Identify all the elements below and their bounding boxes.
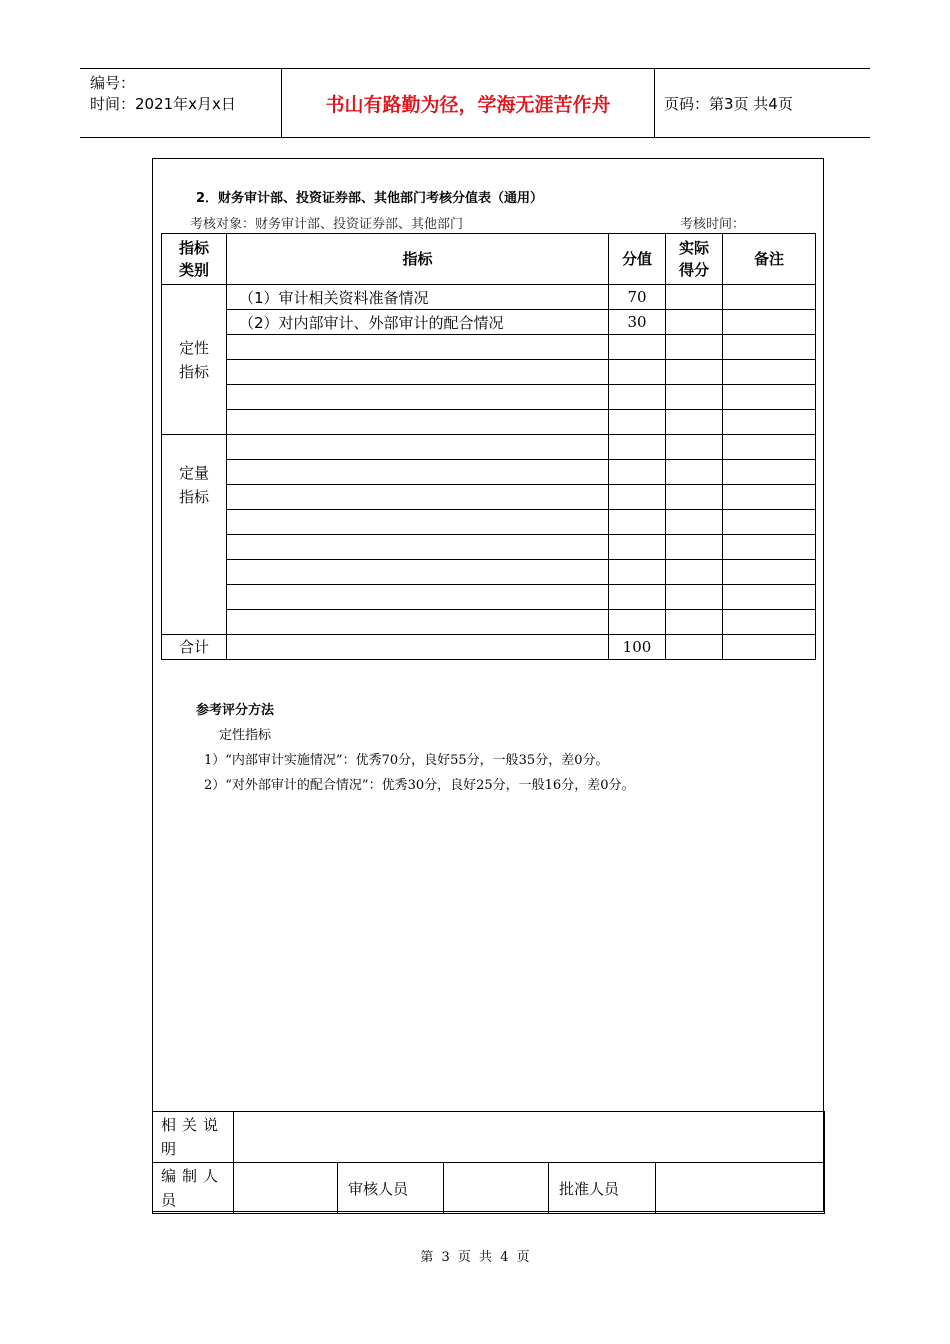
remark-cell[interactable] bbox=[723, 335, 816, 360]
header-indicator: 指标 bbox=[227, 234, 609, 285]
score-cell[interactable] bbox=[609, 335, 666, 360]
table-row bbox=[162, 535, 816, 560]
actual-score-cell[interactable] bbox=[666, 535, 723, 560]
score-cell[interactable] bbox=[609, 560, 666, 585]
table-row bbox=[162, 310, 816, 335]
remark-cell[interactable] bbox=[723, 535, 816, 560]
header-score: 分值 bbox=[609, 234, 666, 285]
score-cell[interactable] bbox=[609, 460, 666, 485]
remark-cell[interactable] bbox=[723, 285, 816, 310]
approved-by-field[interactable] bbox=[656, 1163, 825, 1214]
reviewed-by-field[interactable] bbox=[444, 1163, 549, 1214]
actual-score-cell[interactable] bbox=[666, 485, 723, 510]
remark-cell[interactable] bbox=[723, 635, 816, 660]
actual-score-cell[interactable] bbox=[666, 385, 723, 410]
approved-by-label: 批准人员 bbox=[549, 1163, 656, 1214]
remark-cell[interactable] bbox=[723, 310, 816, 335]
actual-score-cell[interactable] bbox=[666, 410, 723, 435]
actual-score-cell[interactable] bbox=[666, 585, 723, 610]
score-cell[interactable] bbox=[609, 385, 666, 410]
table-row bbox=[162, 335, 816, 360]
table-row bbox=[162, 285, 816, 310]
table-row bbox=[162, 510, 816, 535]
reference-item: 1）“内部审计实施情况”：优秀70分，良好55分，一般35分，差0分。 bbox=[204, 753, 609, 768]
signature-table bbox=[152, 1111, 825, 1214]
table-row bbox=[162, 610, 816, 635]
remark-cell[interactable] bbox=[723, 610, 816, 635]
page-footer: 第 3 页 共 4 页 bbox=[420, 1250, 530, 1265]
indicator-cell[interactable] bbox=[227, 485, 609, 510]
header-page-info: 页码：第3页 共4页 bbox=[664, 94, 793, 113]
remark-cell[interactable] bbox=[723, 510, 816, 535]
related-note-row bbox=[153, 1112, 825, 1163]
indicator-cell[interactable] bbox=[227, 460, 609, 485]
remark-cell[interactable] bbox=[723, 460, 816, 485]
score-cell[interactable] bbox=[609, 610, 666, 635]
remark-cell[interactable] bbox=[723, 560, 816, 585]
score-cell[interactable] bbox=[609, 485, 666, 510]
header-motto: 书山有路勤为径，学海无涯苦作舟 bbox=[325, 93, 611, 116]
time-label: 时间：2021年x月x日 bbox=[90, 95, 236, 113]
related-note-label: 相关说明 bbox=[153, 1112, 234, 1163]
remark-cell[interactable] bbox=[723, 435, 816, 460]
section-title: 2．财务审计部、投资证券部、其他部门考核分值表（通用） bbox=[196, 191, 544, 206]
score-cell[interactable] bbox=[609, 435, 666, 460]
prepared-by-field[interactable] bbox=[234, 1163, 338, 1214]
prepared-by-label: 编制人员 bbox=[153, 1163, 234, 1214]
total-row bbox=[162, 635, 816, 660]
indicator-cell[interactable] bbox=[227, 360, 609, 385]
score-cell[interactable] bbox=[609, 510, 666, 535]
total-label: 合计 bbox=[162, 635, 227, 660]
actual-score-cell[interactable] bbox=[666, 610, 723, 635]
indicator-cell[interactable] bbox=[227, 410, 609, 435]
indicator-cell[interactable] bbox=[227, 585, 609, 610]
header-category: 指标类别 bbox=[162, 234, 227, 285]
indicator-cell[interactable] bbox=[227, 535, 609, 560]
remark-cell[interactable] bbox=[723, 410, 816, 435]
actual-score-cell[interactable] bbox=[666, 335, 723, 360]
actual-score-cell[interactable] bbox=[666, 635, 723, 660]
indicator-cell[interactable] bbox=[227, 560, 609, 585]
remark-cell[interactable] bbox=[723, 385, 816, 410]
actual-score-cell[interactable] bbox=[666, 510, 723, 535]
header-left bbox=[90, 73, 236, 115]
actual-score-cell[interactable] bbox=[666, 460, 723, 485]
document-header bbox=[80, 68, 870, 138]
signature-row bbox=[153, 1163, 825, 1214]
remark-cell[interactable] bbox=[723, 360, 816, 385]
table-row bbox=[162, 385, 816, 410]
category-qualitative: 定性指标 bbox=[162, 285, 227, 435]
reference-subtitle: 定性指标 bbox=[219, 728, 272, 743]
reference-title: 参考评分方法 bbox=[196, 703, 275, 718]
header-divider bbox=[654, 69, 655, 137]
indicator-cell[interactable] bbox=[227, 335, 609, 360]
table-row bbox=[162, 585, 816, 610]
actual-score-cell[interactable] bbox=[666, 560, 723, 585]
score-cell: 30 bbox=[609, 310, 666, 335]
remark-cell[interactable] bbox=[723, 585, 816, 610]
table-row bbox=[162, 410, 816, 435]
indicator-cell[interactable] bbox=[227, 610, 609, 635]
indicator-cell[interactable] bbox=[227, 510, 609, 535]
indicator-cell[interactable] bbox=[227, 385, 609, 410]
actual-score-cell[interactable] bbox=[666, 285, 723, 310]
actual-score-cell[interactable] bbox=[666, 360, 723, 385]
score-cell[interactable] bbox=[609, 410, 666, 435]
actual-score-cell[interactable] bbox=[666, 435, 723, 460]
reference-item: 2）“对外部审计的配合情况”：优秀30分，良好25分，一般16分，差0分。 bbox=[204, 778, 635, 793]
remark-cell[interactable] bbox=[723, 485, 816, 510]
reviewed-by-label: 审核人员 bbox=[338, 1163, 444, 1214]
table-row bbox=[162, 360, 816, 385]
header-actual: 实际得分 bbox=[666, 234, 723, 285]
score-cell: 70 bbox=[609, 285, 666, 310]
header-remark: 备注 bbox=[723, 234, 816, 285]
indicator-cell: （2）对内部审计、外部审计的配合情况 bbox=[227, 310, 609, 335]
assessment-time: 考核时间： bbox=[680, 217, 746, 232]
total-score: 100 bbox=[609, 635, 666, 660]
assessment-object: 考核对象：财务审计部、投资证券部、其他部门 bbox=[190, 217, 464, 232]
category-quantitative: 定量指标 bbox=[162, 435, 227, 635]
score-table bbox=[161, 233, 816, 660]
table-row bbox=[162, 485, 816, 510]
table-row bbox=[162, 435, 816, 460]
number-label: 编号： bbox=[90, 74, 136, 92]
indicator-cell[interactable] bbox=[227, 435, 609, 460]
indicator-cell: （1）审计相关资料准备情况 bbox=[227, 285, 609, 310]
score-cell[interactable] bbox=[609, 360, 666, 385]
actual-score-cell[interactable] bbox=[666, 310, 723, 335]
score-cell[interactable] bbox=[609, 535, 666, 560]
score-cell[interactable] bbox=[609, 585, 666, 610]
indicator-cell bbox=[227, 635, 609, 660]
related-note-field[interactable] bbox=[234, 1112, 825, 1163]
table-row bbox=[162, 560, 816, 585]
table-header-row bbox=[162, 234, 816, 285]
table-row bbox=[162, 460, 816, 485]
